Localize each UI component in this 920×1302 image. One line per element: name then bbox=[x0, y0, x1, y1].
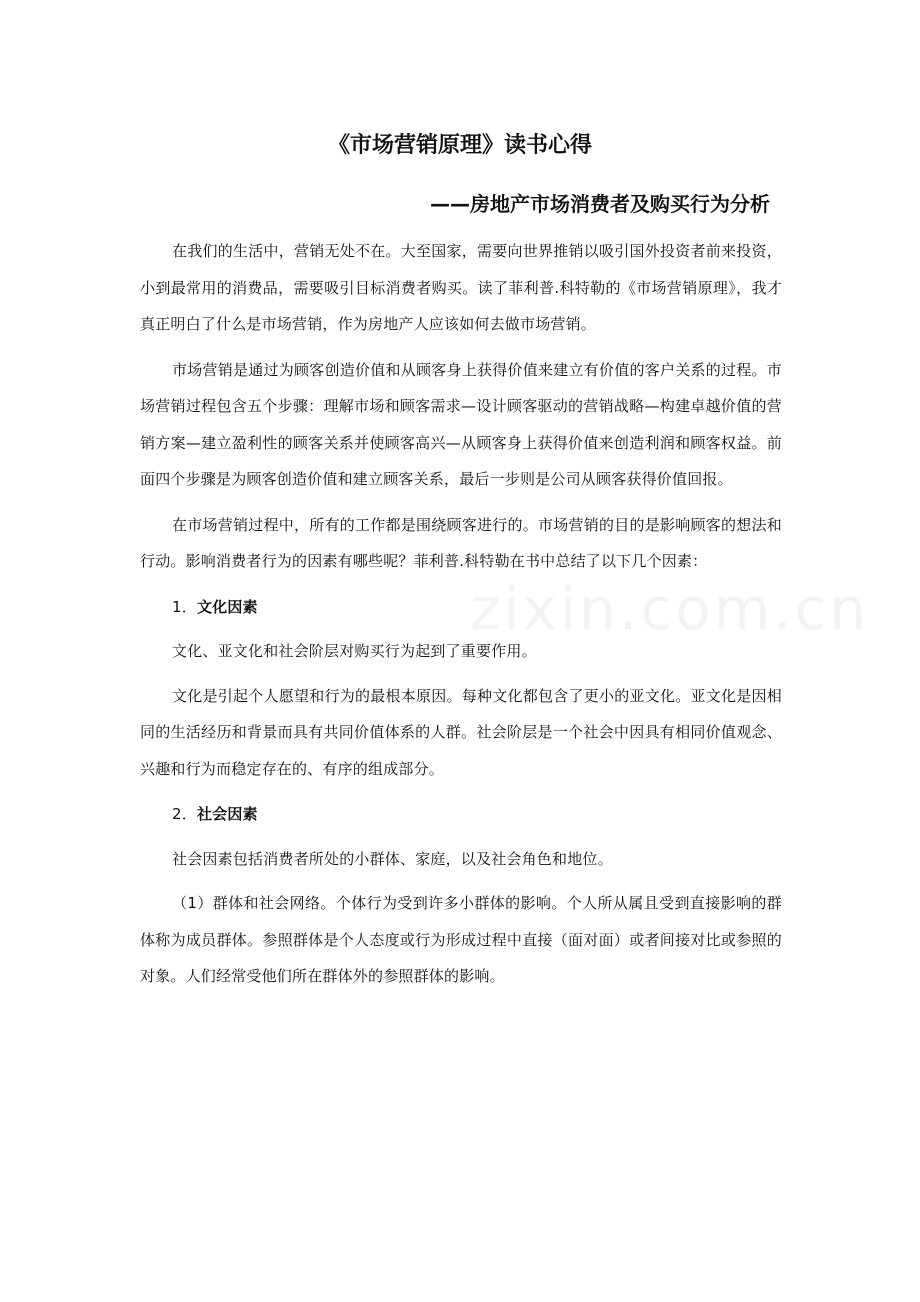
watermark: zixin.com.cn bbox=[470, 575, 870, 643]
paragraph-social-summary: 社会因素包括消费者所处的小群体、家庭，以及社会角色和地位。 bbox=[172, 849, 613, 868]
paragraph-factors: 在市场营销过程中，所有的工作都是围绕顾客进行的。市场营销的目的是影响顾客的想法和行动。影响消费者行为的因素有哪些呢？菲利普.科特勒在书中总结了以下几个因素： bbox=[140, 515, 782, 570]
section-title: 文化因素 bbox=[196, 597, 258, 616]
section-heading-culture bbox=[140, 589, 782, 626]
paragraph-social-groups: （1）群体和社会网络。个体行为受到许多小群体的影响。个人所从属且受到直接影响的群体称为成员群体。参照群体是个人态度或行为形成过程中直接（面对面）或者间接对比或参照的对象。人们经常受他们所在群体外的参照群体的影响。 bbox=[140, 894, 782, 985]
paragraph-definition: 市场营销是通过为顾客创造价值和从顾客身上获得价值来建立有价值的客户关系的过程。市场营销过程包含五个步骤：理解市场和顾客需求—设计顾客驱动的营销战略—构建卓越价值的营销方案—建立盈利性的顾客关系并使顾客高兴—从顾客身上获得价值来创造利润和顾客权益。前面四个步骤是为顾客创造价值和建立顾客关系，最后一步则是公司从顾客获得价值回报。 bbox=[140, 360, 782, 488]
section-heading-social bbox=[140, 796, 782, 833]
section-number: 2． bbox=[172, 805, 197, 823]
section-title: 社会因素 bbox=[196, 805, 258, 823]
document-subtitle: ——房地产市场消费者及购买行为分析 bbox=[430, 192, 770, 216]
section-number: 1． bbox=[172, 597, 197, 616]
paragraph-culture-summary: 文化、亚文化和社会阶层对购买行为起到了重要作用。 bbox=[172, 642, 537, 660]
paragraph-culture-detail: 文化是引起个人愿望和行为的最根本原因。每种文化都包含了更小的亚文化。亚文化是因相同的生活经历和背景而具有共同价值体系的人群。社会阶层是一个社会中因具有相同价值观念、兴趣和行为而稳定存在的、有序的组成部分。 bbox=[140, 686, 782, 778]
document-title: 《市场营销原理》读书心得 bbox=[327, 133, 592, 158]
paragraph-intro: 在我们的生活中，营销无处不在。大至国家，需要向世界推销以吸引国外投资者前来投资，小到最常用的消费品，需要吸引目标消费者购买。读了菲利普.科特勒的《市场营销原理》，我才真正明白了什么是市场营销，作为房地产人应该如何去做市场营销。 bbox=[140, 242, 782, 333]
document-body bbox=[140, 233, 782, 1004]
